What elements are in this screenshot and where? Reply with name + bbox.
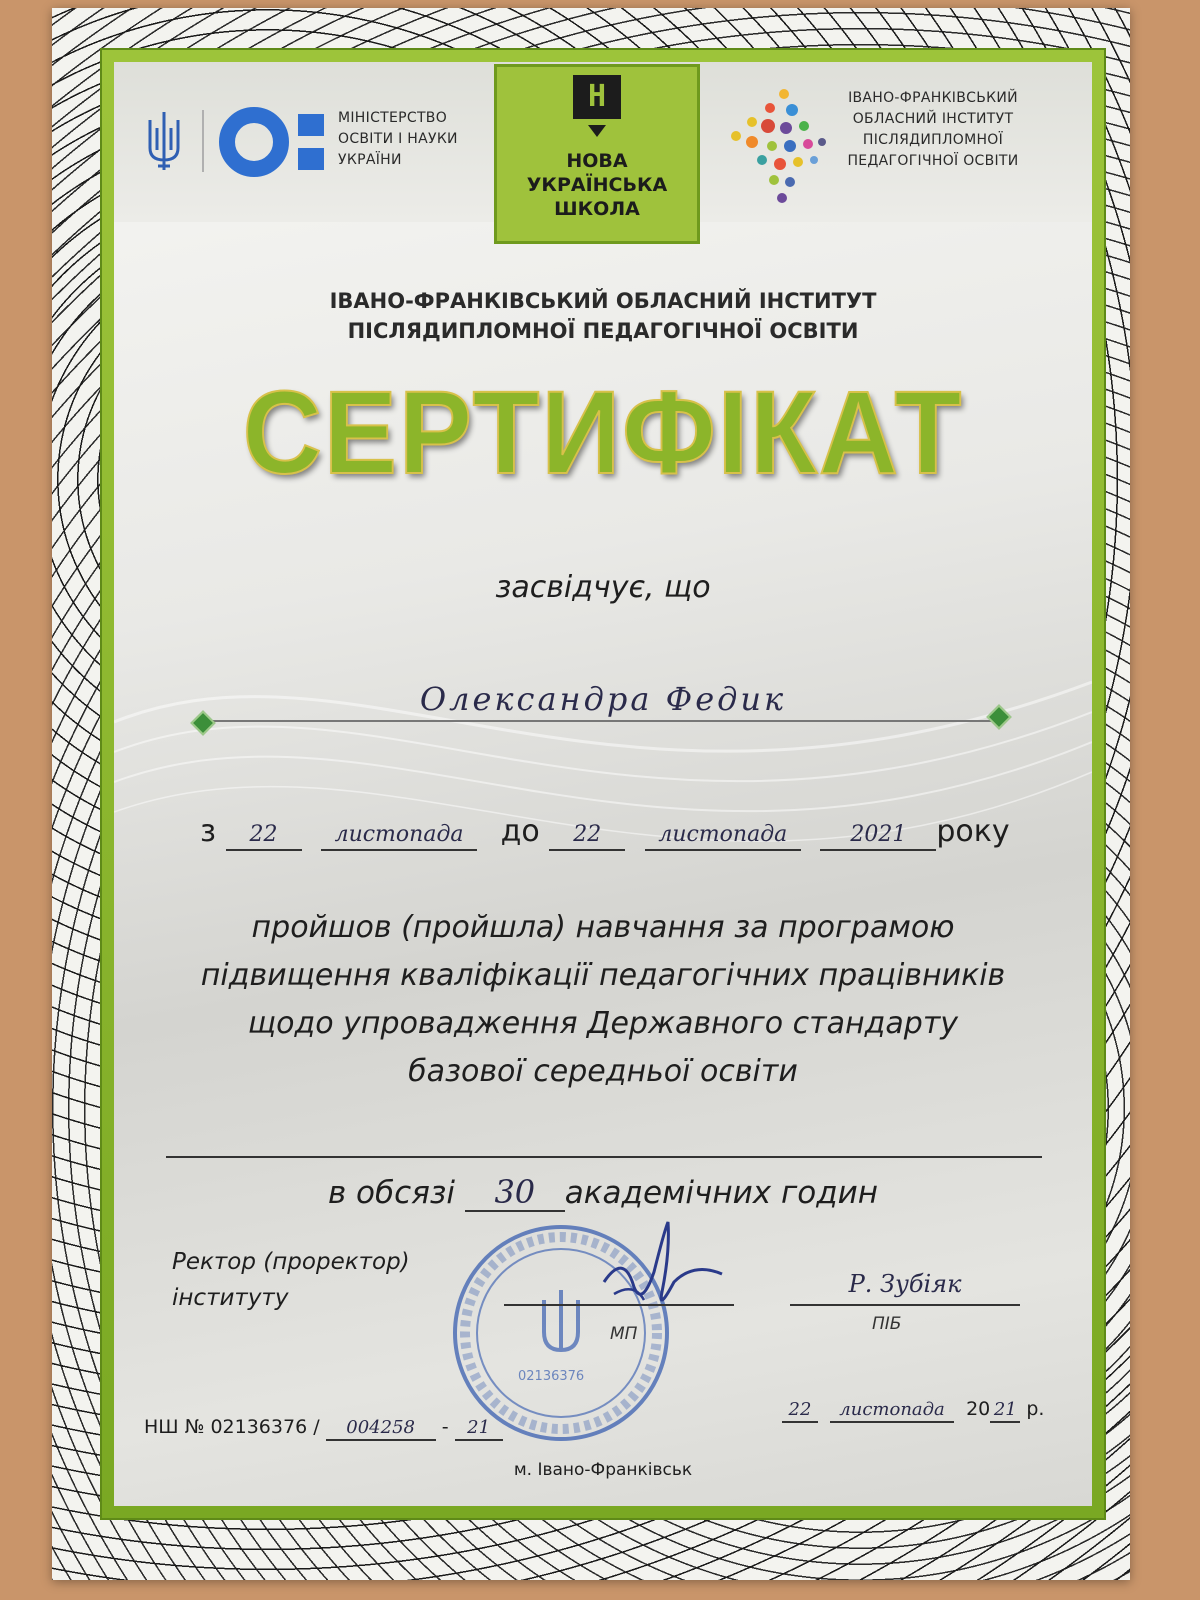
registration-dash: - xyxy=(441,1416,449,1438)
course-year: 2021 xyxy=(820,821,936,851)
registration-prefix: НШ № 02136376 / xyxy=(144,1416,320,1438)
nus-logo xyxy=(494,64,700,244)
arrow-down-icon xyxy=(588,125,606,137)
issue-suffix: р. xyxy=(1026,1398,1045,1420)
volume-prefix: в обсязі xyxy=(327,1175,455,1211)
hours-count: 30 xyxy=(465,1174,565,1212)
issue-date xyxy=(782,1398,1044,1423)
program-line: підвищення кваліфікації педагогічних працівників xyxy=(200,958,1006,993)
stamp-number: 02136376 xyxy=(518,1369,585,1384)
to-label: до xyxy=(500,814,540,849)
program-line: пройшов (пройшла) навчання за програмою xyxy=(251,910,955,945)
to-month: листопада xyxy=(645,821,801,851)
name-underline xyxy=(200,720,1000,722)
name-line xyxy=(790,1304,1020,1306)
trident-icon xyxy=(144,110,184,172)
program-line: щодо упровадження Державного стандарту xyxy=(247,1006,959,1041)
issue-year: 21 xyxy=(990,1399,1020,1423)
registration-number-value: 004258 xyxy=(326,1417,436,1441)
issue-year-prefix: 20 xyxy=(966,1398,991,1420)
mp-label: МП xyxy=(610,1324,638,1344)
to-day: 22 xyxy=(549,821,625,851)
handwritten-signature-icon xyxy=(584,1212,724,1322)
pib-label: ПІБ xyxy=(872,1314,902,1334)
course-dates xyxy=(200,814,1030,851)
logo-separator xyxy=(202,110,204,172)
program-description xyxy=(114,904,1092,1096)
institute-logo-text: ІВАНО-ФРАНКІВСЬКИЙ ОБЛАСНИЙ ІНСТИТУТ ПІСЛЯДИПЛОМНОЇ ПЕДАГОГІЧНОЇ ОСВІТИ xyxy=(847,90,1019,169)
city: м. Івано-Франківськ xyxy=(513,1460,693,1480)
ministry-name: МІНІСТЕРСТВО ОСВІТИ І НАУКИ УКРАЇНИ xyxy=(338,110,458,168)
rector-label: Ректор (проректор) інституту xyxy=(172,1249,410,1311)
certificate-body xyxy=(114,62,1092,1506)
registration-year-code: 21 xyxy=(455,1417,503,1441)
nus-text: НОВА УКРАЇНСЬКА ШКОЛА xyxy=(526,150,668,220)
from-label: з xyxy=(200,814,216,849)
divider-line xyxy=(166,1156,1042,1158)
issue-day: 22 xyxy=(782,1399,818,1423)
volume-suffix: академічних годин xyxy=(564,1175,879,1211)
nus-letter-icon: Н xyxy=(573,75,621,119)
recipient-name: Олександра Федик xyxy=(419,680,787,718)
from-day: 22 xyxy=(226,821,302,851)
institute-name: ІВАНО-ФРАНКІВСЬКИЙ ОБЛАСНИЙ ІНСТИТУТ ПІСЛЯДИПЛОМНОЇ ПЕДАГОГІЧНОЇ ОСВІТИ xyxy=(329,289,877,343)
from-month: листопада xyxy=(321,821,477,851)
institute-dots-logo-icon xyxy=(722,84,832,214)
issue-month: листопада xyxy=(830,1399,954,1423)
ministry-logo-icon xyxy=(218,106,330,178)
program-line: базової середньої освіти xyxy=(408,1054,798,1089)
registration-number xyxy=(144,1416,503,1441)
certifies-text: засвідчує, що xyxy=(495,570,711,605)
hours-volume xyxy=(114,1174,1092,1212)
year-suffix: року xyxy=(936,814,1010,849)
signer-name: Р. Зубіяк xyxy=(848,1270,962,1298)
certificate-title: СЕРТИФІКАТ xyxy=(242,367,964,499)
